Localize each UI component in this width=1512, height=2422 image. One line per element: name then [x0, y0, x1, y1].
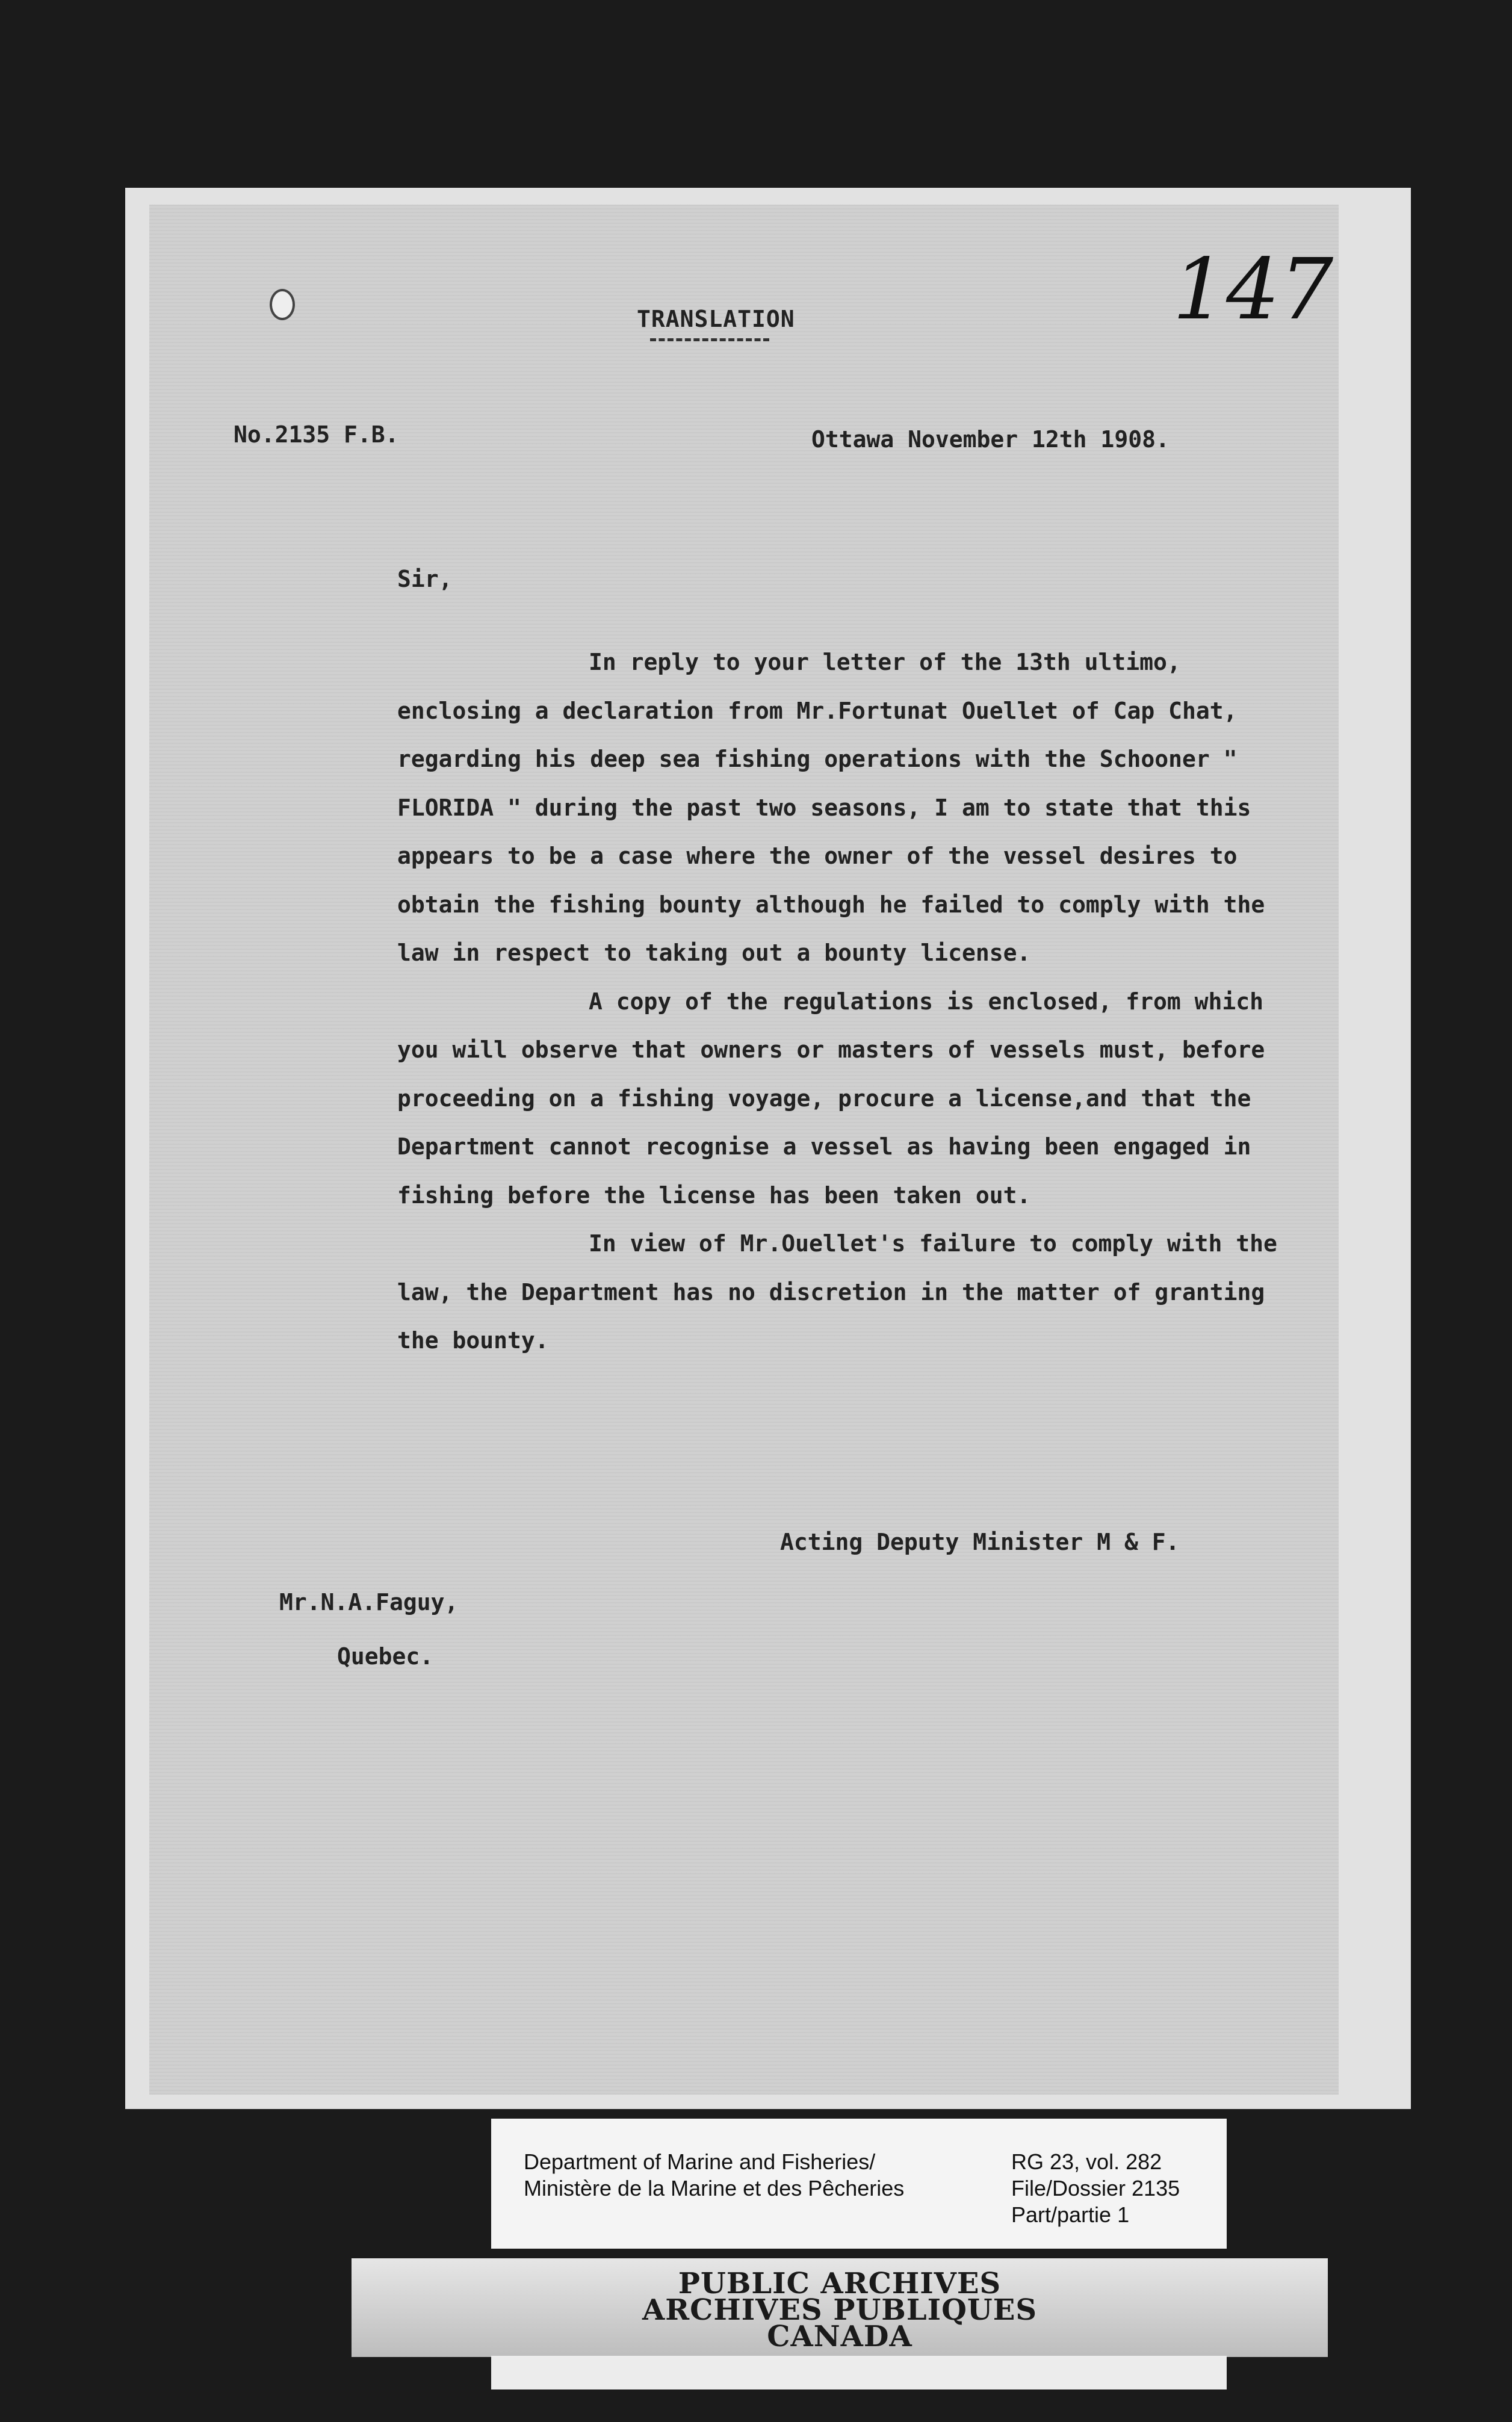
- paragraph: A copy of the regulations is enclosed, from which you will observe that owners or masters of vessels must, before proceeding on a fishing voyage, procure a license,and that the Department cannot recognise a vessel as having been engaged in fishing before the license has been taken out.: [397, 988, 1265, 1209]
- punch-hole: [270, 289, 295, 320]
- document-heading: TRANSLATION: [637, 306, 795, 332]
- caption-card-bottom: [491, 2356, 1227, 2389]
- stamp-line: PUBLIC ARCHIVES: [678, 2267, 1002, 2300]
- department-en: Department of Marine and Fisheries/: [524, 2149, 876, 2174]
- file-number: File/Dossier 2135: [1011, 2176, 1180, 2201]
- part-number: Part/partie 1: [1011, 2202, 1130, 2227]
- caption-reference: [1011, 2149, 1180, 2228]
- addressee-city: Quebec.: [337, 1643, 434, 1670]
- record-group: RG 23, vol. 282: [1011, 2149, 1162, 2174]
- letter-body: [397, 638, 1288, 1365]
- paragraph: In reply to your letter of the 13th ultimo, enclosing a declaration from Mr.Fortunat Ouellet of Cap Chat, regarding his deep sea fishing operations with the Schooner " FLORIDA " during the past two seasons, I am to state that this appears to be a case where the owner of the vessel desires to obtain the fishing bounty although he failed to comply with the law in respect to taking out a bounty license.: [397, 649, 1265, 966]
- paragraph: In view of Mr.Ouellet's failure to comply with the law, the Department has no discretion in the matter of granting the bounty.: [397, 1230, 1277, 1354]
- heading-underline: [650, 338, 769, 341]
- signature-line: Acting Deputy Minister M & F.: [780, 1529, 1180, 1555]
- stamp-line: CANADA: [767, 2320, 912, 2353]
- department-fr: Ministère de la Marine et des Pêcheries: [524, 2176, 905, 2201]
- addressee-name: Mr.N.A.Faguy,: [279, 1589, 459, 1615]
- caption-department: [524, 2149, 904, 2202]
- archives-stamp: [352, 2258, 1328, 2357]
- archive-caption-card: [491, 2119, 1227, 2249]
- dateline: Ottawa November 12th 1908.: [811, 426, 1170, 453]
- stamp-line: ARCHIVES PUBLIQUES: [642, 2293, 1037, 2327]
- salutation: Sir,: [397, 566, 453, 592]
- reference-number: No.2135 F.B.: [234, 421, 399, 448]
- letter-page: [149, 205, 1339, 2095]
- folio-number: 147: [1173, 241, 1334, 339]
